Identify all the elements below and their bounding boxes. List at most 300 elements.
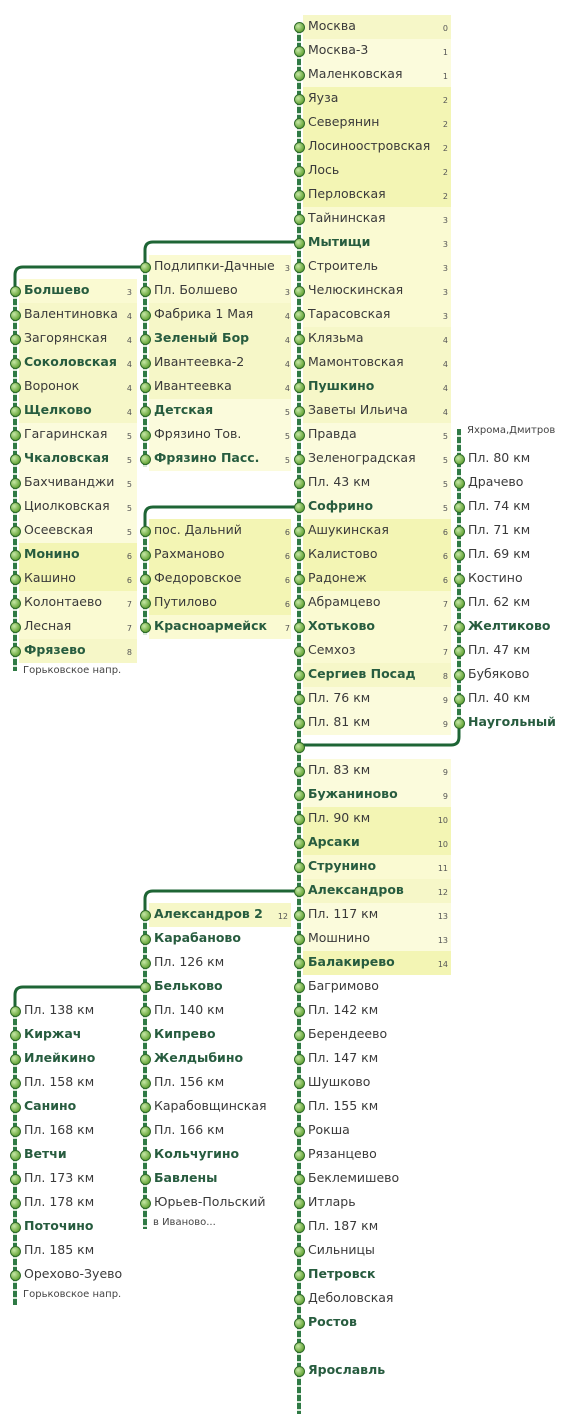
station-dot — [454, 694, 465, 705]
station-label[interactable]: Пл. 138 км — [24, 1002, 95, 1017]
fare-zone: 10 — [437, 816, 448, 825]
station-dot — [294, 1078, 305, 1089]
fare-zone: 5 — [126, 528, 132, 537]
station-dot — [10, 406, 21, 417]
station-label[interactable]: Кашино — [24, 570, 76, 585]
station-dot — [294, 454, 305, 465]
station-label[interactable]: Бубяково — [468, 666, 530, 681]
station-dot — [294, 1174, 305, 1185]
fare-zone: 2 — [442, 120, 448, 129]
station-dot — [294, 694, 305, 705]
station-dot — [10, 358, 21, 369]
fare-zone: 4 — [284, 312, 290, 321]
station-dot — [294, 1318, 305, 1329]
station-label[interactable]: Итларь — [308, 1194, 356, 1209]
fare-zone: 9 — [442, 720, 448, 729]
station-label[interactable]: Софрино — [308, 498, 374, 513]
fare-zone: 7 — [442, 624, 448, 633]
station-dot — [294, 286, 305, 297]
station-dot — [10, 622, 21, 633]
station-dot — [294, 526, 305, 537]
station-label[interactable]: Фабрика 1 Мая — [154, 306, 254, 321]
station-dot — [294, 814, 305, 825]
station-label[interactable]: Зеленоградская — [308, 450, 416, 465]
station-dot — [294, 862, 305, 873]
station-label[interactable]: Сергиев Посад — [308, 666, 416, 681]
fare-zone: 0 — [442, 24, 448, 33]
fare-zone: 14 — [437, 960, 448, 969]
station-label[interactable]: Струнино — [308, 858, 377, 873]
station-label[interactable]: Пл. 47 км — [468, 642, 531, 657]
station-dot — [294, 1270, 305, 1281]
station-dot — [294, 550, 305, 561]
station-dot — [294, 142, 305, 153]
station-dot — [10, 1174, 21, 1185]
station-dot — [140, 1030, 151, 1041]
station-label[interactable]: Маленковская — [308, 66, 403, 81]
station-label[interactable]: Семхоз — [308, 642, 356, 657]
fare-zone: 1 — [442, 48, 448, 57]
fare-zone: 4 — [126, 336, 132, 345]
station-label[interactable]: Загорянская — [24, 330, 108, 345]
station-label[interactable]: Подлипки-Дачные — [154, 258, 275, 273]
station-label[interactable]: Пл. 185 км — [24, 1242, 95, 1257]
station-label[interactable]: Берендеево — [308, 1026, 388, 1041]
station-dot — [10, 1246, 21, 1257]
station-label[interactable]: Ветчи — [24, 1146, 67, 1161]
station-label[interactable]: Санино — [24, 1098, 77, 1113]
station-dot — [10, 598, 21, 609]
station-dot — [294, 1294, 305, 1305]
fare-zone: 2 — [442, 96, 448, 105]
station-label[interactable]: Пл. 140 км — [154, 1002, 225, 1017]
station-dot — [294, 1006, 305, 1017]
station-label[interactable]: Пушкино — [308, 378, 375, 393]
station-dot — [10, 286, 21, 297]
station-label[interactable]: Петровск — [308, 1266, 376, 1281]
station-dot — [10, 1078, 21, 1089]
station-label[interactable]: Детская — [154, 402, 214, 417]
station-label[interactable]: Тарасовская — [308, 306, 391, 321]
station-label[interactable]: Тайнинская — [308, 210, 386, 225]
station-label[interactable]: Желдыбино — [154, 1050, 244, 1065]
fare-zone: 5 — [126, 504, 132, 513]
station-label[interactable]: Москва-3 — [308, 42, 369, 57]
station-label[interactable]: Яуза — [308, 90, 339, 105]
station-dot — [294, 1366, 305, 1377]
ivanovo-direction-note: в Иваново... — [153, 1217, 216, 1228]
station-dot — [10, 1006, 21, 1017]
station-label[interactable]: Лесная — [24, 618, 72, 633]
station-label[interactable]: Монино — [24, 546, 80, 561]
monino-direction-note: Горьковское напр. — [23, 665, 122, 676]
station-dot — [10, 382, 21, 393]
station-dot — [454, 646, 465, 657]
station-dot — [294, 1030, 305, 1041]
station-dot — [140, 454, 151, 465]
station-dot — [454, 718, 465, 729]
fare-zone: 5 — [126, 456, 132, 465]
station-dot — [140, 1102, 151, 1113]
station-dot — [10, 1150, 21, 1161]
station-label[interactable]: Александров — [308, 882, 404, 897]
station-dot — [294, 790, 305, 801]
fare-zone: 9 — [442, 696, 448, 705]
station-label[interactable]: Лосиноостровская — [308, 138, 431, 153]
fare-zone: 6 — [284, 600, 290, 609]
station-label[interactable]: Соколовская — [24, 354, 117, 369]
fare-zone: 4 — [442, 384, 448, 393]
station-dot — [140, 1006, 151, 1017]
station-label[interactable]: Наугольный — [468, 714, 556, 729]
station-label[interactable]: Пл. 62 км — [468, 594, 531, 609]
station-label[interactable]: Пл. 71 км — [468, 522, 531, 537]
station-dot — [294, 1222, 305, 1233]
station-dot — [454, 526, 465, 537]
station-dot — [454, 670, 465, 681]
station-label[interactable]: Клязьма — [308, 330, 364, 345]
fare-zone: 4 — [126, 360, 132, 369]
station-label[interactable]: Бужаниново — [308, 786, 398, 801]
station-label[interactable]: Осеевская — [24, 522, 94, 537]
station-label[interactable]: Радонеж — [308, 570, 367, 585]
station-label[interactable]: Федоровское — [154, 570, 242, 585]
station-label[interactable]: Пл. 40 км — [468, 690, 531, 705]
station-dot — [294, 430, 305, 441]
station-label[interactable]: Мытищи — [308, 234, 371, 249]
station-label[interactable]: Правда — [308, 426, 357, 441]
station-label[interactable]: Пл. 187 км — [308, 1218, 379, 1233]
fare-zone: 7 — [284, 624, 290, 633]
fare-zone: 3 — [126, 288, 132, 297]
station-dot — [10, 1102, 21, 1113]
station-label[interactable]: Пл. 142 км — [308, 1002, 379, 1017]
station-dot — [10, 310, 21, 321]
station-label[interactable]: Заветы Ильича — [308, 402, 408, 417]
station-dot — [140, 1150, 151, 1161]
fare-zone: 13 — [437, 912, 448, 921]
station-dot — [140, 358, 151, 369]
fare-zone: 4 — [284, 384, 290, 393]
fare-zone: 2 — [442, 168, 448, 177]
junction-dot — [294, 742, 305, 753]
station-dot — [294, 94, 305, 105]
station-label[interactable]: Воронок — [24, 378, 80, 393]
station-label[interactable]: Поточино — [24, 1218, 94, 1233]
station-label[interactable]: Пл. 76 км — [308, 690, 371, 705]
fare-zone: 5 — [284, 432, 290, 441]
fare-zone: 7 — [126, 624, 132, 633]
station-dot — [10, 526, 21, 537]
station-label[interactable]: Пл. 74 км — [468, 498, 531, 513]
orekhovo-direction-note: Горьковское напр. — [23, 1289, 122, 1300]
fare-zone: 7 — [442, 648, 448, 657]
station-label[interactable]: Пл. 147 км — [308, 1050, 379, 1065]
station-dot — [140, 1126, 151, 1137]
station-dot — [294, 190, 305, 201]
station-dot — [294, 118, 305, 129]
station-dot — [294, 310, 305, 321]
station-label[interactable]: Перловская — [308, 186, 386, 201]
station-dot — [294, 934, 305, 945]
fare-zone: 5 — [442, 480, 448, 489]
station-dot — [140, 1174, 151, 1185]
fare-zone: 5 — [284, 456, 290, 465]
station-label[interactable]: Чкаловская — [24, 450, 110, 465]
station-dot — [294, 574, 305, 585]
station-label[interactable]: Колонтаево — [24, 594, 102, 609]
station-label[interactable]: Валентиновка — [24, 306, 118, 321]
station-label[interactable]: Абрамцево — [308, 594, 381, 609]
station-label[interactable]: Пл. 83 км — [308, 762, 371, 777]
station-label[interactable]: Кольчугино — [154, 1146, 240, 1161]
station-label[interactable]: Москва — [308, 18, 356, 33]
station-dot — [294, 910, 305, 921]
station-label[interactable]: Ярославль — [308, 1362, 386, 1377]
station-label[interactable]: Мамонтовская — [308, 354, 404, 369]
fare-zone: 4 — [126, 408, 132, 417]
station-label[interactable]: Фрязево — [24, 642, 86, 657]
fare-zone: 10 — [437, 840, 448, 849]
station-label[interactable]: Пл. 158 км — [24, 1074, 95, 1089]
station-dot — [10, 1030, 21, 1041]
fare-zone: 4 — [284, 336, 290, 345]
station-label[interactable]: Бельково — [154, 978, 223, 993]
station-dot — [294, 1126, 305, 1137]
fare-zone: 9 — [442, 768, 448, 777]
station-label[interactable]: Беклемишево — [308, 1170, 400, 1185]
fare-zone: 2 — [442, 144, 448, 153]
station-label[interactable]: Бахчиванджи — [24, 474, 115, 489]
station-label[interactable]: Рокша — [308, 1122, 350, 1137]
station-label[interactable]: Зеленый Бор — [154, 330, 250, 345]
station-dot — [294, 982, 305, 993]
station-label[interactable]: Александров 2 — [154, 906, 263, 921]
station-dot — [140, 622, 151, 633]
station-dot — [140, 286, 151, 297]
station-dot — [294, 406, 305, 417]
station-dot — [294, 718, 305, 729]
station-label[interactable]: Красноармейск — [154, 618, 267, 633]
station-dot — [140, 910, 151, 921]
fare-zone: 3 — [442, 240, 448, 249]
station-label[interactable]: Фрязино Тов. — [154, 426, 242, 441]
station-dot — [294, 646, 305, 657]
station-dot — [140, 406, 151, 417]
station-dot — [140, 262, 151, 273]
station-label[interactable]: Северянин — [308, 114, 380, 129]
fare-zone: 7 — [126, 600, 132, 609]
station-label[interactable]: Желтиково — [468, 618, 551, 633]
station-label[interactable]: Болшево — [24, 282, 90, 297]
station-dot — [294, 502, 305, 513]
station-dot — [294, 262, 305, 273]
station-label[interactable]: Бавлены — [154, 1170, 218, 1185]
station-dot — [140, 982, 151, 993]
station-dot — [10, 430, 21, 441]
fare-zone: 5 — [442, 504, 448, 513]
station-dot — [294, 46, 305, 57]
station-label[interactable]: Пл. 90 км — [308, 810, 371, 825]
station-dot — [294, 838, 305, 849]
fare-zone: 11 — [437, 864, 448, 873]
station-dot — [294, 670, 305, 681]
station-label[interactable]: Пл. 168 км — [24, 1122, 95, 1137]
station-label[interactable]: Ашукинская — [308, 522, 389, 537]
station-label[interactable]: Балакирево — [308, 954, 395, 969]
station-dot — [140, 934, 151, 945]
station-dot — [294, 766, 305, 777]
station-dot — [294, 1198, 305, 1209]
station-label[interactable]: Сильницы — [308, 1242, 375, 1257]
fare-zone: 5 — [126, 432, 132, 441]
station-dot — [140, 334, 151, 345]
station-label[interactable]: Пл. 69 км — [468, 546, 531, 561]
station-label[interactable]: Строитель — [308, 258, 379, 273]
station-dot — [140, 382, 151, 393]
fare-zone: 4 — [284, 360, 290, 369]
fare-zone: 6 — [442, 576, 448, 585]
station-dot — [294, 1102, 305, 1113]
station-label[interactable]: Карабовщинская — [154, 1098, 267, 1113]
station-label[interactable]: Ростов — [308, 1314, 357, 1329]
station-dot — [140, 430, 151, 441]
station-dot — [140, 574, 151, 585]
station-label[interactable]: Лось — [308, 162, 340, 177]
station-label[interactable]: Хотьково — [308, 618, 375, 633]
station-dot — [10, 478, 21, 489]
station-dot — [294, 1246, 305, 1257]
station-dot — [140, 1198, 151, 1209]
station-dot — [10, 454, 21, 465]
station-dot — [140, 310, 151, 321]
station-dot — [10, 550, 21, 561]
station-label[interactable]: Костино — [468, 570, 523, 585]
station-label[interactable]: Пл. 43 км — [308, 474, 371, 489]
fare-zone: 3 — [442, 288, 448, 297]
station-label[interactable]: Путилово — [154, 594, 217, 609]
station-dot — [140, 958, 151, 969]
fare-zone: 4 — [126, 384, 132, 393]
station-dot — [10, 334, 21, 345]
station-label[interactable]: Пл. 80 км — [468, 450, 531, 465]
station-label[interactable]: Юрьев-Польский — [154, 1194, 266, 1209]
station-dot — [294, 358, 305, 369]
station-dot — [294, 214, 305, 225]
fare-zone: 1 — [442, 72, 448, 81]
station-label[interactable]: Шушково — [308, 1074, 371, 1089]
station-label[interactable]: Пл. 173 км — [24, 1170, 95, 1185]
station-label[interactable]: Ивантеевка — [154, 378, 232, 393]
fare-zone: 3 — [442, 216, 448, 225]
station-dot — [140, 550, 151, 561]
station-label[interactable]: Калистово — [308, 546, 378, 561]
station-label[interactable]: Кипрево — [154, 1026, 216, 1041]
station-label[interactable]: Илейкино — [24, 1050, 96, 1065]
station-dot — [10, 502, 21, 513]
station-label[interactable]: Рязанцево — [308, 1146, 377, 1161]
station-dot — [10, 1198, 21, 1209]
station-dot — [294, 1054, 305, 1065]
fare-zone: 5 — [284, 408, 290, 417]
station-label[interactable]: Рахманово — [154, 546, 225, 561]
fare-zone: 4 — [442, 408, 448, 417]
station-label[interactable]: Щелково — [24, 402, 92, 417]
station-label[interactable]: Багримово — [308, 978, 379, 993]
fare-zone: 6 — [126, 552, 132, 561]
station-dot — [454, 622, 465, 633]
fare-zone: 3 — [284, 288, 290, 297]
station-label[interactable]: пос. Дальний — [154, 522, 242, 537]
fare-zone: 6 — [284, 528, 290, 537]
station-label[interactable]: Пл. 126 км — [154, 954, 225, 969]
station-dot — [294, 886, 305, 897]
fare-zone: 4 — [442, 360, 448, 369]
fare-zone: 6 — [126, 576, 132, 585]
station-dot — [10, 1222, 21, 1233]
station-label[interactable]: Орехово-Зуево — [24, 1266, 123, 1281]
station-dot — [454, 478, 465, 489]
station-dot — [454, 502, 465, 513]
station-label[interactable]: Фрязино Пасс. — [154, 450, 260, 465]
station-label[interactable]: Пл. 81 км — [308, 714, 371, 729]
station-label[interactable]: Арсаки — [308, 834, 360, 849]
station-dot — [10, 1126, 21, 1137]
fare-zone: 4 — [442, 336, 448, 345]
station-dot — [294, 478, 305, 489]
station-label[interactable]: Пл. Болшево — [154, 282, 238, 297]
fare-zone: 5 — [126, 480, 132, 489]
station-label[interactable]: Ивантеевка-2 — [154, 354, 245, 369]
fare-zone: 12 — [437, 888, 448, 897]
station-dot — [454, 454, 465, 465]
station-label[interactable]: Пл. 155 км — [308, 1098, 379, 1113]
yakhroma-dmitrov-note: Яхрома,Дмитров — [467, 425, 556, 436]
station-dot — [10, 574, 21, 585]
station-label[interactable]: Карабаново — [154, 930, 241, 945]
station-label[interactable]: Деболовская — [308, 1290, 394, 1305]
station-label[interactable]: Пл. 166 км — [154, 1122, 225, 1137]
station-dot — [294, 334, 305, 345]
fare-zone: 13 — [437, 936, 448, 945]
fare-zone: 6 — [284, 552, 290, 561]
station-dot — [294, 958, 305, 969]
station-label[interactable]: Мошнино — [308, 930, 370, 945]
fare-zone: 3 — [442, 312, 448, 321]
station-dot — [10, 1270, 21, 1281]
fare-zone: 6 — [284, 576, 290, 585]
station-dot — [294, 622, 305, 633]
station-label[interactable]: Драчево — [468, 474, 524, 489]
station-dot — [140, 598, 151, 609]
station-label[interactable]: Киржач — [24, 1026, 82, 1041]
station-dot — [294, 382, 305, 393]
station-dot — [10, 1054, 21, 1065]
station-label[interactable]: Пл. 178 км — [24, 1194, 95, 1209]
fare-zone: 9 — [442, 792, 448, 801]
station-dot — [294, 598, 305, 609]
station-dot — [10, 646, 21, 657]
station-label[interactable]: Циолковская — [24, 498, 110, 513]
station-label[interactable]: Пл. 156 км — [154, 1074, 225, 1089]
station-label[interactable]: Гагаринская — [24, 426, 108, 441]
station-dot — [294, 166, 305, 177]
station-label[interactable]: Пл. 117 км — [308, 906, 379, 921]
fare-zone: 3 — [442, 264, 448, 273]
fare-zone: 12 — [277, 912, 288, 921]
station-label[interactable]: Челюскинская — [308, 282, 404, 297]
station-dot — [140, 526, 151, 537]
